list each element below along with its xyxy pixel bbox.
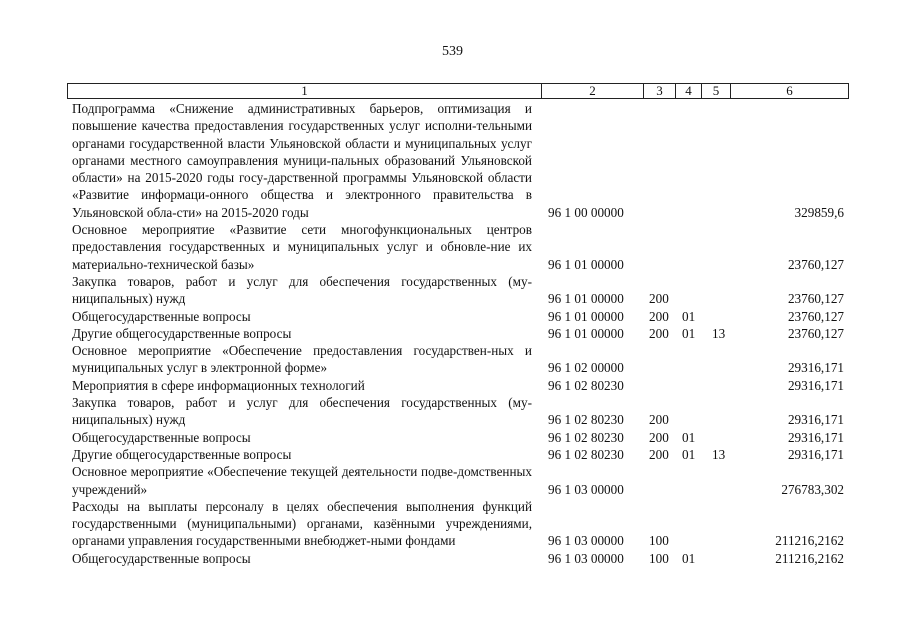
header-col-6: 6 [786,83,793,98]
row-code: 96 1 03 00000 [548,550,624,566]
row-rz: 01 [682,429,696,445]
row-description: Основное мероприятие «Развитие сети многофункциональных центров предоставления государственных и муниципальных услуг и обновле-ние их материально-технической базы» [72,222,532,272]
row-pr: 13 [712,446,726,462]
row-code: 96 1 02 80230 [548,446,624,462]
table-row [0,325,905,342]
row-description: Закупка товаров, работ и услуг для обеспечения государственных (му-ниципальных) нужд [72,273,532,307]
row-description: Другие общегосударственные вопросы [72,446,292,462]
row-kvr: 200 [649,308,669,324]
table-header [67,83,849,99]
row-sum: 23760,127 [787,308,844,324]
row-sum: 29316,171 [787,412,844,428]
row-rz: 01 [682,550,696,566]
row-sum: 29316,171 [787,377,844,393]
header-col-5: 5 [702,84,731,98]
row-description: Общегосударственные вопросы [72,429,251,445]
row-code: 96 1 01 00000 [548,256,624,272]
table-row [0,100,905,221]
header-col-2: 2 [542,84,644,98]
row-description: Мероприятия в сфере информационных технологий [72,377,365,393]
row-kvr: 200 [649,325,669,341]
row-sum: 29316,171 [787,360,844,376]
row-description: Общегосударственные вопросы [72,308,251,324]
row-code: 96 1 02 00000 [548,360,624,376]
row-pr: 13 [712,325,726,341]
row-description: Основное мероприятие «Обеспечение предоставления государствен-ных и муниципальных услуг в электронной форме» [72,343,532,376]
row-kvr: 200 [649,291,669,307]
table-row [0,377,905,394]
row-kvr: 200 [649,429,669,445]
page-number: 539 [442,44,463,59]
table-body [0,100,905,567]
row-rz: 01 [682,446,696,462]
header-col-1: 1 [68,84,542,98]
row-sum: 211216,2162 [775,550,844,566]
row-code: 96 1 01 00000 [548,325,624,341]
row-kvr: 100 [649,533,669,549]
row-code: 96 1 01 00000 [548,308,624,324]
row-rz: 01 [682,325,696,341]
header-col-3: 3 [644,84,676,98]
row-sum: 29316,171 [787,446,844,462]
header-col-4: 4 [676,84,702,98]
table-row [0,550,905,567]
row-kvr: 100 [649,550,669,566]
row-code: 96 1 00 00000 [548,204,624,220]
row-code: 96 1 03 00000 [548,533,624,549]
table-row [0,446,905,463]
table-row [0,342,905,377]
row-sum: 29316,171 [787,429,844,445]
row-rz: 01 [682,308,696,324]
row-kvr: 200 [649,446,669,462]
row-kvr: 200 [649,412,669,428]
table-row [0,463,905,498]
row-description: Подпрограмма «Снижение административных барьеров, оптимизация и повышение качества предоставления государственных услуг исполни-тельными органами государственной власти Ульяновской области и муниципальных услуг органами местного самоуправления муници-пальных образований Ульяновской области» на 2015-2020 годы госу-дарственной программы Ульяновской области «Развитие информаци-онного общества и электронного правительства в Ульяновской обла-сти» на 2015-2020 годы [72,101,532,220]
row-sum: 23760,127 [787,291,844,307]
row-code: 96 1 02 80230 [548,377,624,393]
row-description: Другие общегосударственные вопросы [72,325,292,341]
table-row [0,221,905,273]
table-row [0,273,905,308]
table-row [0,308,905,325]
table-row [0,429,905,446]
row-code: 96 1 02 80230 [548,412,624,428]
row-code: 96 1 01 00000 [548,291,624,307]
row-code: 96 1 03 00000 [548,481,624,497]
row-code: 96 1 02 80230 [548,429,624,445]
row-description: Расходы на выплаты персоналу в целях обеспечения выполнения функций государственными (муниципальными) органами, казёнными учреждениями, органами управления государственными внебюджет-ными фондами [72,498,532,549]
table-row [0,394,905,429]
row-description: Закупка товаров, работ и услуг для обеспечения государственных (му-ниципальных) нужд [72,395,532,428]
row-sum: 23760,127 [787,325,844,341]
row-description: Основное мероприятие «Обеспечение текущей деятельности подве-домственных учреждений» [72,464,532,497]
row-sum: 211216,2162 [775,533,844,549]
table-row [0,498,905,550]
row-sum: 23760,127 [787,256,844,272]
row-description: Общегосударственные вопросы [72,550,251,566]
row-sum: 329859,6 [794,204,844,220]
row-sum: 276783,302 [781,481,844,497]
